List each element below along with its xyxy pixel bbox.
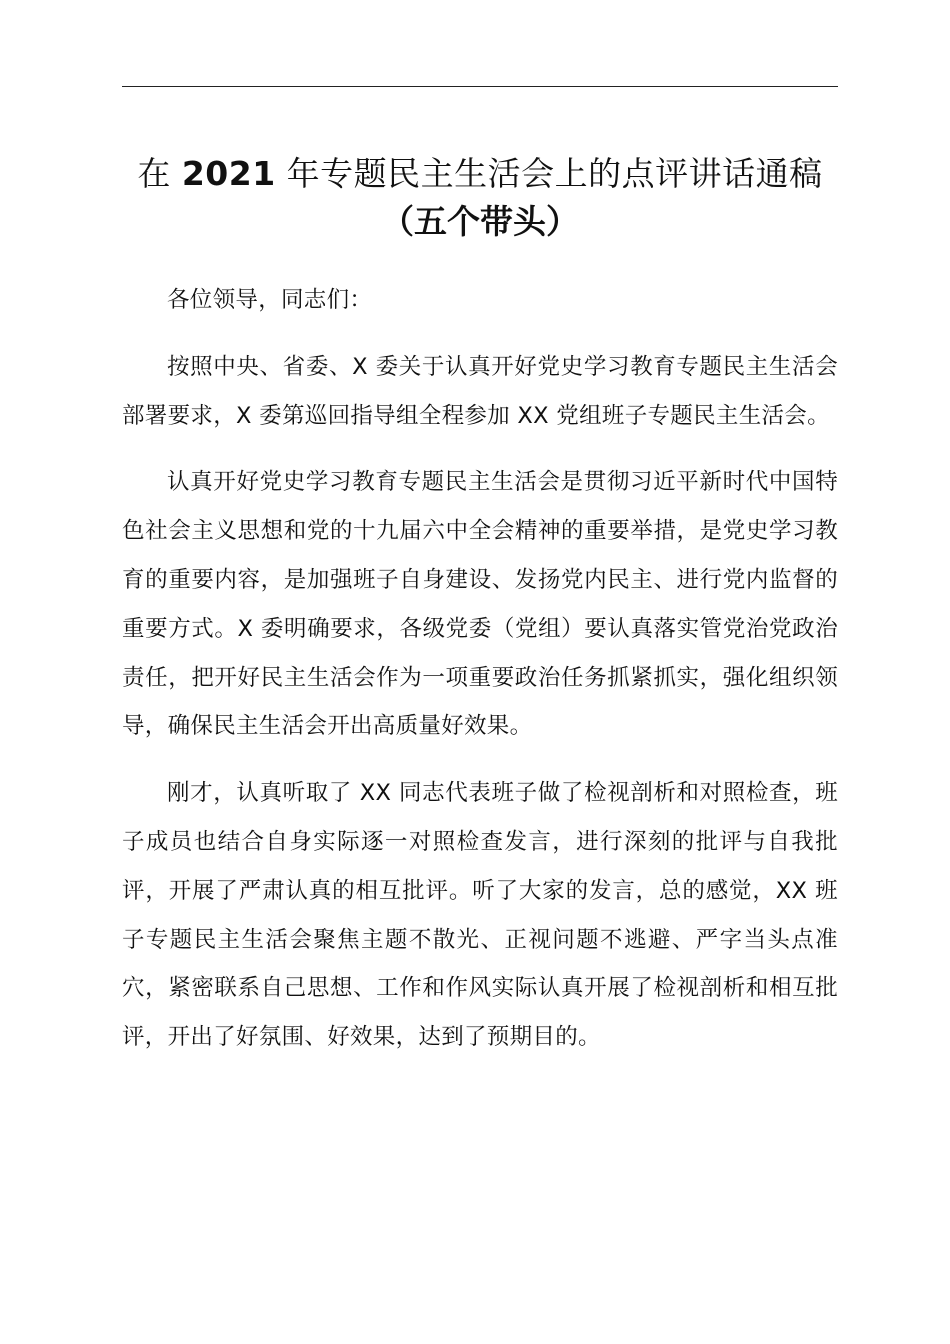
header-divider — [122, 86, 838, 87]
title-prefix: 在 — [137, 154, 182, 193]
paragraph: 刚才，认真听取了 XX 同志代表班子做了检视剖析和对照检查，班子成员也结合自身实际逐一对照检查发言，进行深刻的批评与自我批评，开展了严肃认真的相互批评。听了大家的发言，总的感觉，XX 班子专题民主生活会聚焦主题不散光、正视问题不逃避、严字当头点准穴，紧密联系自己思想、工作和作风实际认真开展了检视剖析和相互批评，开出了好氛围、好效果，达到了预期目的。 — [122, 780, 838, 1051]
greeting: 各位领导，同志们： — [167, 287, 373, 313]
title-year: 2021 — [181, 154, 276, 193]
document-subtitle: （五个带头） — [381, 202, 579, 241]
title-suffix: 年专题民主生活会上的点评讲话通稿 — [275, 154, 823, 193]
document-body — [122, 276, 838, 1080]
paragraph: 按照中央、省委、X 委关于认真开好党史学习教育专题民主生活会部署要求，X 委第巡回指导组全程参加 XX 党组班子专题民主生活会。 — [122, 353, 838, 429]
paragraph: 认真开好党史学习教育专题民主生活会是贯彻习近平新时代中国特色社会主义思想和党的十九届六中全会精神的重要举措，是党史学习教育的重要内容，是加强班子自身建设、发扬党内民主、进行党内监督的重要方式。X 委明确要求，各级党委（党组）要认真落实管党治党政治责任，把开好民主生活会作为一项重要政治任务抓紧抓实，强化组织领导，确保民主生活会开出高质量好效果。 — [122, 469, 838, 740]
document-title — [110, 150, 850, 198]
